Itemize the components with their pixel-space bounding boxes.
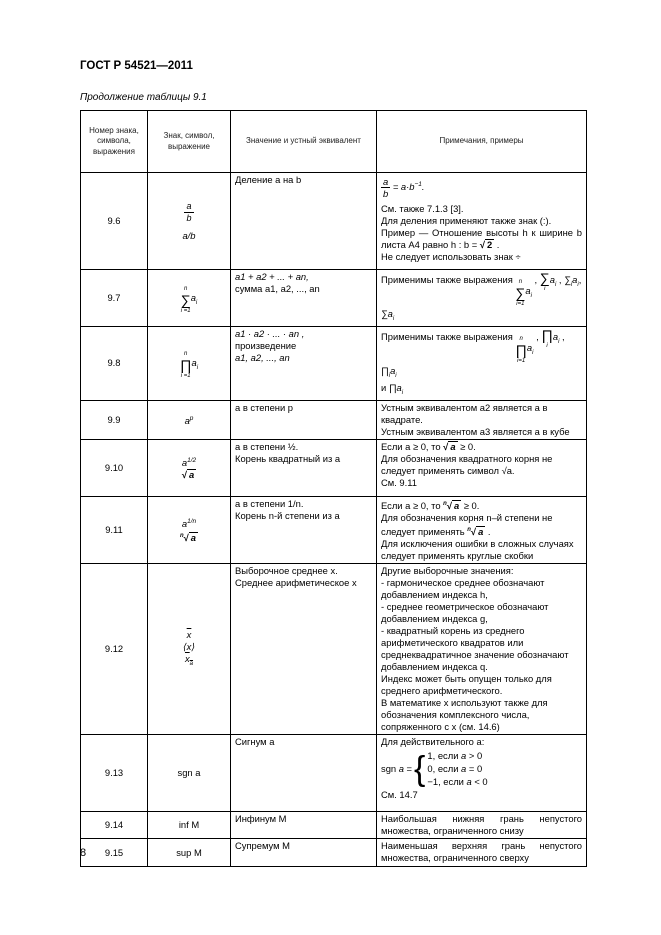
row-meaning: a1 + a2 + ... + an, сумма a1, a2, ..., an <box>231 270 377 327</box>
row-number: 9.7 <box>81 270 148 327</box>
row-number: 9.14 <box>81 812 148 839</box>
row-notes: Если a ≥ 0, то √ a ≥ 0. Для обозначения квадратного корня не следует применять символ √a. См. 9.11 <box>377 439 587 496</box>
table-header-row <box>81 111 587 173</box>
row-meaning: Супремум M <box>231 839 377 867</box>
row-symbol: inf M <box>148 812 231 839</box>
row-number: 9.9 <box>81 400 148 439</box>
header-notes: Примечания, примеры <box>377 111 587 173</box>
header-meaning: Значение и устный эквивалент <box>231 111 377 173</box>
row-notes: Устным эквивалентом a2 является a в квадрате. Устным эквивалентом a3 является a в кубе <box>377 400 587 439</box>
row-meaning: a1 · a2 · ... · an , произведение a1, a2, ..., an <box>231 327 377 401</box>
table-row <box>81 173 587 270</box>
row-meaning: Сигнум a <box>231 735 377 812</box>
row-meaning: Деление a на b <box>231 173 377 270</box>
row-symbol: $\overline{x}$ ⟨x⟩ $x_a$ <box>148 564 231 735</box>
row-number: 9.13 <box>81 735 148 812</box>
row-meaning: Выборочное среднее x. Среднее арифметическое x <box>231 564 377 735</box>
row-notes: Если a ≥ 0, то $^n$√ a ≥ 0. Для обозначения корня n–й степени не следует применять $^n$√ a . Для исключения ошибки в сложных случаях следует применять круглые скобки <box>377 496 587 563</box>
table-row <box>81 327 587 401</box>
row-symbol: sgn a <box>148 735 231 812</box>
row-meaning: a в степени p <box>231 400 377 439</box>
table-row <box>81 839 587 867</box>
document-standard-title: ГОСТ Р 54521—2011 <box>80 60 193 72</box>
row-notes: Применимы также выражения n ∏ i=1 $a_i$ , ∏ i $a_i$ , $\prod_ia_i$ и $\prod a_i$ <box>377 327 587 401</box>
row-number: 9.10 <box>81 439 148 496</box>
row-symbol: sup M <box>148 839 231 867</box>
row-meaning: a в степени 1/n. Корень n-й степени из a <box>231 496 377 563</box>
row-number: 9.6 <box>81 173 148 270</box>
header-symbol: Знак, символ, выражение <box>148 111 231 173</box>
table-row <box>81 439 587 496</box>
row-symbol: n ∑ i =1 $a_i$ <box>148 270 231 327</box>
table-row <box>81 400 587 439</box>
table-row <box>81 735 587 812</box>
row-symbol: $\frac{a}{b}$ a/b <box>148 173 231 270</box>
row-notes: Другие выборочные значения: - гармоническое среднее обозначают добавлением индекса h, - среднее геометрическое обозначают добавлением индекса g, - квадратный корень из среднего арифметического квадратов или среднеквадратичное значение обозначают добавлением индекса q. Индекс может быть опущен только для среднего арифметического. В математике x используют также для обозначения комплексного числа, сопряженного с x (см. 14.6) <box>377 564 587 735</box>
row-notes: Наибольшая нижняя грань непустого множества, ограниченного снизу <box>377 812 587 839</box>
row-meaning: Инфинум M <box>231 812 377 839</box>
row-notes: Для действительного a: sgn a = { 1, если a > 0 0, если a = 0 −1, если a < 0 См. 14.7 <box>377 735 587 812</box>
table-row <box>81 564 587 735</box>
row-number: 9.12 <box>81 564 148 735</box>
row-number: 9.8 <box>81 327 148 401</box>
table-caption: Продолжение таблицы 9.1 <box>80 92 207 103</box>
row-notes: Применимы также выражения n ∑ i=1 $a_i$ , ∑ i $a_i$ , $\sum_ia_i$, $\sum a_i$ <box>377 270 587 327</box>
table-row <box>81 812 587 839</box>
table-row <box>81 496 587 563</box>
row-notes: Наименьшая верхняя грань непустого множества, ограниченного сверху <box>377 839 587 867</box>
row-number: 9.11 <box>81 496 148 563</box>
row-notes: $\frac{a}{b}$ = $a\cdot b^{-1}$. См. также 7.1.3 [3]. Для деления применяют также знак (:). Пример — Отношение высоты h к ширине b листа А4 равно h : b = √ 2 . Не следует использовать знак ÷ <box>377 173 587 270</box>
header-number: Номер знака, символа, выражения <box>81 111 148 173</box>
symbols-table <box>80 110 587 867</box>
row-meaning: a в степени ½. Корень квадратный из a <box>231 439 377 496</box>
row-symbol: $a^{1/n}$ $^n$√ a <box>148 496 231 563</box>
page-number: 8 <box>80 847 87 859</box>
table-row <box>81 270 587 327</box>
row-symbol: $a^{1/2}$ √ a <box>148 439 231 496</box>
row-symbol: n ∏ i =1 $a_i$ <box>148 327 231 401</box>
row-symbol: $a^p$ <box>148 400 231 439</box>
row-number: 9.15 <box>81 839 148 867</box>
